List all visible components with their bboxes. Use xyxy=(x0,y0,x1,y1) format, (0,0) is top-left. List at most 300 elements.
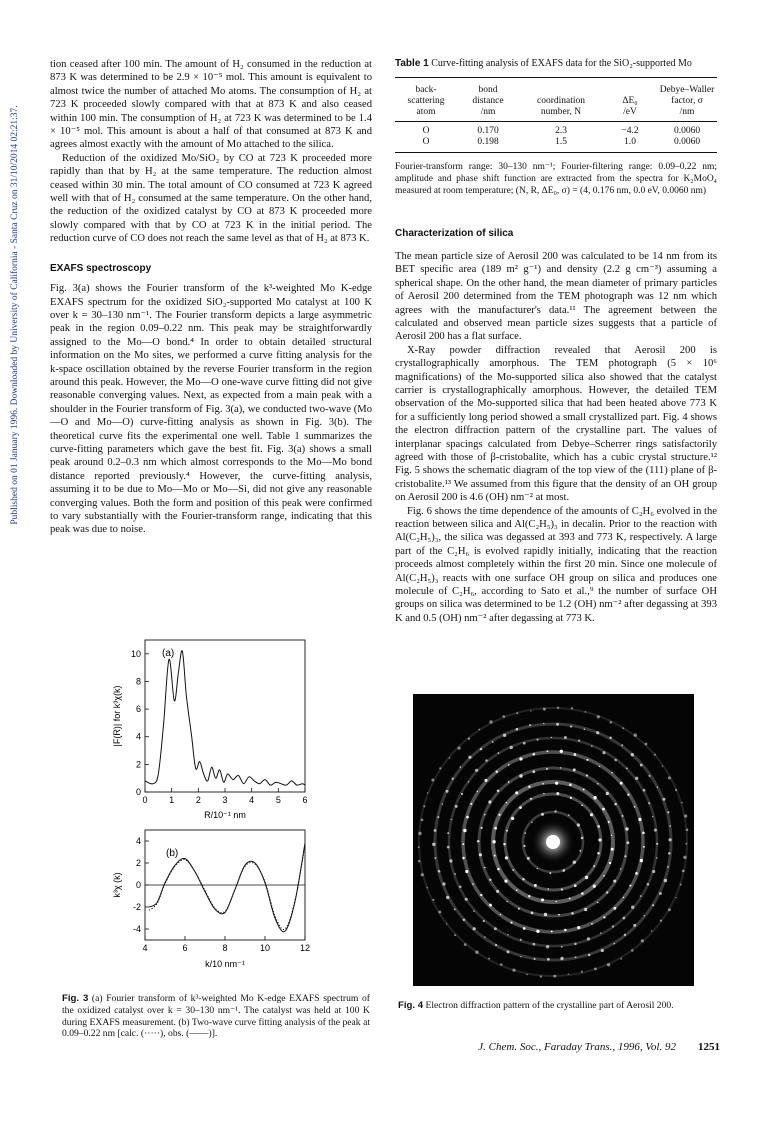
diffraction-spot xyxy=(505,856,508,859)
diffraction-spot xyxy=(574,753,577,756)
left-column xyxy=(50,58,372,537)
fig3-label: Fig. 3 xyxy=(62,993,89,1004)
diffraction-spot xyxy=(500,963,503,966)
diffraction-spot xyxy=(507,934,508,935)
fig3-plots xyxy=(100,632,320,994)
diffraction-spot xyxy=(586,774,588,776)
diffraction-spot xyxy=(627,841,630,844)
diffraction-spot xyxy=(475,769,478,772)
diffraction-spot xyxy=(462,843,464,845)
diffraction-spot xyxy=(484,867,486,869)
diffraction-spot xyxy=(449,757,451,759)
diffraction-spot xyxy=(516,712,518,714)
diffraction-spot xyxy=(534,884,537,887)
diffraction-spot xyxy=(622,815,624,817)
diffraction-spot xyxy=(558,914,560,916)
diffraction-spot xyxy=(562,869,565,872)
diffraction-spot xyxy=(609,862,611,864)
y-tick-label: -2 xyxy=(132,902,141,912)
fig3-caption-text: (a) Fourier transform of k³-weighted Mo K-edge EXAFS spectrum of the oxidized catalyst over k = 30–130 nm⁻¹. The catalyst was held at 100 K during EXAFS measurement. (b) Two-wave curve fitting analysis of the peak at 0.09–0.22 nm [calc. (·····), obs. (——)]. xyxy=(62,993,370,1040)
diffraction-spot xyxy=(494,855,496,857)
diffraction-spot xyxy=(520,956,521,957)
diffraction-spot xyxy=(613,880,616,883)
diffraction-spot xyxy=(524,832,526,834)
diffraction-spot xyxy=(421,819,424,822)
diffraction-spot xyxy=(472,883,474,885)
diffraction-spot xyxy=(581,892,584,895)
diffraction-spot xyxy=(568,974,569,975)
diffraction-spot xyxy=(512,869,514,871)
diffraction-spot xyxy=(543,723,544,724)
diffraction-spot xyxy=(612,925,614,927)
diffraction-spot xyxy=(527,857,530,860)
diffraction-spot xyxy=(556,901,557,902)
diffraction-spot xyxy=(480,894,482,896)
diffraction-spot xyxy=(465,898,468,901)
diffraction-spot xyxy=(622,727,624,729)
diffraction-spot xyxy=(484,936,486,938)
diffraction-spot xyxy=(488,800,491,803)
diffraction-spot xyxy=(556,792,559,795)
cell: 1.0 xyxy=(603,137,657,153)
diffraction-spot xyxy=(439,767,441,769)
diffraction-spot xyxy=(551,930,553,932)
diffraction-spot xyxy=(506,802,507,803)
x-tick-label: 5 xyxy=(275,795,281,805)
diffraction-spot xyxy=(564,929,567,932)
diffraction-spot xyxy=(634,806,636,808)
diffraction-spot xyxy=(483,920,485,922)
y-tick-label: 2 xyxy=(135,858,141,868)
diffraction-spot xyxy=(607,963,610,966)
diffraction-spot xyxy=(586,759,588,761)
diffraction-spot xyxy=(629,885,631,887)
diffraction-spot xyxy=(606,792,609,795)
diffraction-spot xyxy=(447,846,450,849)
diffraction-spot xyxy=(511,817,514,820)
diffraction-spot xyxy=(488,958,490,960)
diffraction-spot xyxy=(537,739,539,741)
diffraction-spot xyxy=(669,825,671,827)
diffraction-spot xyxy=(561,888,563,890)
diffraction-spot xyxy=(654,754,656,756)
diffraction-spot xyxy=(573,861,576,864)
fig3b-xlabel: k/10 nm⁻¹ xyxy=(205,959,245,969)
diffraction-spot xyxy=(549,872,551,874)
diffraction-spot xyxy=(634,733,637,736)
diffraction-spot xyxy=(466,816,469,819)
x-tick-label: 4 xyxy=(249,795,255,805)
diffraction-spot xyxy=(495,944,497,946)
diffraction-spot xyxy=(640,764,643,767)
diffraction-spot xyxy=(591,745,593,747)
diffraction-spot xyxy=(451,819,452,820)
diffraction-spot xyxy=(492,741,494,743)
fig3-caption xyxy=(62,993,370,1040)
diffraction-spot xyxy=(593,885,596,888)
diffraction-spot xyxy=(541,813,544,816)
diffraction-spot xyxy=(442,882,445,885)
diffraction-spot xyxy=(683,856,686,859)
diffraction-spot xyxy=(418,860,421,863)
diffraction-spot xyxy=(454,934,456,936)
diffraction-spot xyxy=(648,802,650,804)
diffraction-spot xyxy=(668,908,671,911)
diffraction-spot xyxy=(463,829,466,832)
diffraction-spot xyxy=(423,805,425,807)
diffraction-spot xyxy=(546,768,548,770)
diffraction-spot xyxy=(553,975,556,978)
diffraction-spot xyxy=(614,759,617,762)
cell: O xyxy=(422,125,430,136)
diffraction-spot xyxy=(624,934,626,936)
diffraction-spot xyxy=(528,786,530,788)
fig4-label: Fig. 4 xyxy=(398,1000,424,1011)
diffraction-spot xyxy=(477,791,478,792)
x-tick-label: 6 xyxy=(182,943,188,953)
diffraction-spot xyxy=(664,879,667,882)
diffraction-spot xyxy=(431,779,434,782)
diffraction-spot xyxy=(551,737,552,738)
diffraction-spot xyxy=(516,889,518,891)
diffraction-spot xyxy=(610,721,613,724)
diffraction-spot xyxy=(470,803,472,805)
diffraction-spot xyxy=(533,753,536,756)
diffraction-spot xyxy=(681,802,683,804)
diffraction-spot xyxy=(574,884,577,887)
diffraction-spot xyxy=(560,750,563,753)
diffraction-spot xyxy=(432,843,435,846)
diffraction-spot xyxy=(516,728,519,731)
diffraction-spot xyxy=(638,818,641,821)
diffraction-spot xyxy=(418,832,421,835)
diffraction-spot xyxy=(667,866,669,868)
fig3a-tag: (a) xyxy=(162,648,175,659)
col-header: back- scattering atom xyxy=(395,77,457,121)
diffraction-spot xyxy=(585,711,587,713)
diffraction-spot xyxy=(496,890,499,893)
diffraction-spot xyxy=(659,892,662,895)
central-beam-core xyxy=(546,835,560,849)
col-header: ΔE₀ /eV xyxy=(603,77,657,121)
table-footnote: Fourier-transform range: 30–130 nm⁻¹; Fourier-filtering range: 0.09–0.22 nm; amplitude and phase shift function are extracted from the spectra for K₂MoO₄ measured at room temperature; (N, R, ΔE₀, σ) = (4, 0.176 nm, 0.0 eV, 0.0060 nm) xyxy=(395,161,717,196)
diffraction-spot xyxy=(506,901,507,902)
diffraction-spot xyxy=(529,724,531,726)
page-number: 1251 xyxy=(698,1041,720,1053)
diffraction-spot xyxy=(446,923,447,924)
diffraction-spot xyxy=(523,742,526,745)
section-heading: Characterization of silica xyxy=(395,227,514,239)
cell: −4.2 xyxy=(621,125,639,136)
diffraction-spot xyxy=(609,737,612,740)
diffraction-spot xyxy=(570,725,572,727)
diffraction-spot xyxy=(657,786,658,787)
journal-citation: J. Chem. Soc., Faraday Trans., 1996, Vol. 92 xyxy=(478,1041,676,1053)
y-tick-label: 8 xyxy=(135,676,141,687)
diffraction-spot xyxy=(485,759,488,762)
diffraction-spot xyxy=(631,753,634,756)
diffraction-spot xyxy=(522,878,524,880)
diffraction-spot xyxy=(682,870,685,873)
diffraction-spot xyxy=(475,951,478,954)
diffraction-spot xyxy=(547,958,550,961)
diffraction-spot xyxy=(590,813,593,816)
diffraction-spot xyxy=(510,922,512,924)
diffraction-spot xyxy=(548,888,549,889)
diffraction-spot xyxy=(533,943,536,946)
diffraction-spot xyxy=(611,772,612,773)
diffraction-spot xyxy=(643,789,646,792)
diffraction-spot xyxy=(642,832,645,835)
diffraction-spot xyxy=(473,927,476,930)
diffraction-spot xyxy=(668,852,671,855)
diffraction-spot xyxy=(598,838,601,841)
diffraction-spot xyxy=(560,957,563,960)
diffraction-spot xyxy=(669,838,672,841)
diffraction-spot xyxy=(536,930,539,933)
download-sidebar xyxy=(0,0,22,1127)
diffraction-spot xyxy=(530,798,532,800)
diffraction-spot xyxy=(587,937,590,940)
diffraction-spot xyxy=(581,837,584,840)
diffraction-spot xyxy=(643,846,645,848)
diffraction-spot xyxy=(489,720,492,723)
cell: 0.198 xyxy=(457,137,519,153)
diffraction-spot xyxy=(446,790,449,793)
diffraction-spot xyxy=(581,971,583,973)
diffraction-spot xyxy=(602,808,605,811)
figure-3 xyxy=(100,632,320,994)
cell: 0.0060 xyxy=(657,137,717,153)
diffraction-spot xyxy=(523,927,526,930)
cell: 2.3 xyxy=(555,125,567,136)
y-tick-label: 0 xyxy=(135,880,141,890)
paragraph: Fig. 3(a) shows the Fourier transform of the k³-weighted Mo K-edge EXAFS spectrum for the oxidized SiO₂-supported Mo catalyst at 100 K over k = 30–130 nm⁻¹. The Fourier transform depicts a large asymmetric peak in the region 0.09–0.22 nm. This peak may be straightforwardly assigned to the Mo—O bond.⁴ In order to obtain detailed structural information on the Mo sites, we performed a curve fitting analysis for the k-space oscillation obtained by the reverse Fourier transform in the region around this peak. However, the Mo—O one-wave curve fitting did not give reasonable converging values. Next, as expected from a main peak with a shoulder in the Fourier transform of Fig. 3(a), we conducted two-wave (Mo—O and Mo—O) curve-fitting analysis as shown in Fig. 3(b). The theoretical curve fits the experimental one well. Table 1 summarizes the curve-fitting parameters which gave the best fit. Fig. 3(a) shows a small peak around 0.2–0.3 nm which almost corresponds to the Mo—Mo bond distance reported previously.⁴ However, the curve-fitting analysis, assuming it to be due to Mo—Mo or Mo—Si, did not give any reasonable converging values. Both the form and position of this peak were confirmed to vary substantially with the Fourier-transform range, indicating that this peak was due to noise. xyxy=(50,283,372,536)
diffraction-spot xyxy=(478,729,480,731)
diffraction-spot xyxy=(620,868,621,869)
diffraction-spot xyxy=(660,920,662,922)
cell: O xyxy=(395,137,457,153)
diffraction-spot xyxy=(577,823,580,826)
diffraction-spot xyxy=(652,904,654,906)
diffraction-spot xyxy=(656,843,658,845)
diffraction-spot xyxy=(623,897,624,898)
diffraction-spot xyxy=(564,736,567,739)
diffraction-spot xyxy=(606,891,608,893)
diffraction-spot xyxy=(446,896,449,899)
paragraph: tion ceased after 100 min. The amount of H₂ consumed in the reduction at 873 K was determined to be 2.9 × 10⁻⁵ mol. This amount is equivalent to almost twice the number of attached Mo atoms. The consumption of H₂ at 723 K proceeded slowly compared with that at 873 K and also ceased within 100 min. The consumption of H₂ at 723 K was determined to be 1.4 × 10⁻⁵ mol. This amount is about a half of that consumed at 873 K and agrees almost exactly with the amount of Mo attached to the silica. xyxy=(50,59,372,151)
diffraction-spot xyxy=(623,917,626,920)
diffraction-spot xyxy=(497,868,500,871)
col-header: coordination number, N xyxy=(519,77,603,121)
diffraction-spot xyxy=(600,932,602,934)
diffraction-spot xyxy=(647,883,650,886)
diffraction-spot xyxy=(494,827,497,830)
diffraction-spot xyxy=(442,803,443,804)
diffraction-spot xyxy=(531,912,534,915)
diffraction-spot xyxy=(648,775,650,777)
diffraction-spot xyxy=(500,914,501,915)
diffraction-spot xyxy=(621,744,623,746)
diffraction-spot xyxy=(613,943,615,945)
diffraction-spot xyxy=(597,825,600,828)
diffraction-spot xyxy=(477,840,480,843)
diffraction-spot xyxy=(640,859,643,862)
diffraction-spot xyxy=(479,853,482,856)
diffraction-spot xyxy=(506,830,508,832)
diffraction-spot xyxy=(434,857,436,859)
diffraction-spot xyxy=(498,814,500,816)
diffraction-spot xyxy=(544,913,547,916)
diffraction-spot xyxy=(426,887,428,889)
diffraction-spot xyxy=(557,707,559,709)
diffraction-spot xyxy=(686,829,689,832)
col-header: Debye–Waller factor, σ /nm xyxy=(657,77,717,121)
diffraction-spot xyxy=(468,756,471,759)
diffraction-spot xyxy=(676,897,677,898)
diffraction-spot xyxy=(584,908,587,911)
diffraction-spot xyxy=(675,789,677,791)
diffraction-spot xyxy=(473,910,475,912)
diffraction-spot xyxy=(497,752,499,754)
diffraction-spot xyxy=(575,956,577,958)
y-tick-label: 2 xyxy=(135,759,141,770)
diffraction-spot xyxy=(434,829,437,832)
diffraction-spot xyxy=(571,912,574,915)
fig3a-panel xyxy=(112,640,308,820)
x-tick-label: 12 xyxy=(299,943,311,953)
diffraction-spot xyxy=(635,777,638,780)
paragraph: Fig. 6 shows the time dependence of the amounts of C₂H₆ evolved in the reaction between silica and Al(C₂H₅)₃ in decalin. Prior to the reaction with Al(C₂H₅)₃, the silica was degassed at 393 and 773 K, respectively. A large part of the C₂H₆ is evolved rapidly initially, indicating that the reaction proceeds almost completely within the first 20 min. Since one molecule of Al(C₂H₅)₃ reacts with one surface OH group on silica and produces one molecule of C₂H₆, according to Sato et al.,⁹ the number of surface OH groups on silica was determined to be 1.2 (OH) nm⁻² after degassing at 393 K and 0.5 (OH) nm⁻² after degassing at 773 K. xyxy=(395,505,717,624)
diffraction-spot xyxy=(515,791,518,794)
diffraction-spot xyxy=(437,816,439,818)
table-label: Table 1 xyxy=(395,58,429,69)
fig3a-series-line xyxy=(145,651,305,786)
diffraction-spot xyxy=(459,886,462,889)
diffraction-spot xyxy=(485,779,488,782)
diffraction-spot xyxy=(599,766,600,767)
diffraction-spot xyxy=(652,816,653,817)
diffraction-spot xyxy=(523,845,525,847)
diffraction-spot xyxy=(519,757,522,760)
diffraction-spot xyxy=(597,783,599,785)
diffraction-spot xyxy=(542,783,544,785)
diffraction-spot xyxy=(651,930,653,932)
diffraction-spot xyxy=(459,766,461,768)
figure-4-diffraction-image xyxy=(413,694,694,986)
diffraction-spot xyxy=(596,731,599,734)
fig3a-xlabel: R/10⁻¹ nm xyxy=(204,810,246,820)
diffraction-spot xyxy=(461,793,463,795)
x-tick-label: 10 xyxy=(259,943,271,953)
download-notice: Published on 01 January 1996. Downloaded by University of California - Santa Cruz on 31/10/2014 02:21:37. xyxy=(10,105,20,525)
diffraction-spot xyxy=(458,747,461,750)
diffraction-spot xyxy=(526,974,528,976)
y-tick-label: 4 xyxy=(135,731,141,742)
diffraction-spot xyxy=(519,774,522,777)
diffraction-spot xyxy=(591,923,593,925)
diffraction-spot xyxy=(503,734,506,737)
diffraction-spot xyxy=(573,768,576,771)
diffraction-spot xyxy=(633,924,636,927)
diffraction-spot xyxy=(603,916,605,918)
diffraction-spot xyxy=(583,788,585,790)
diffraction-spot xyxy=(555,782,558,785)
diffraction-spot xyxy=(541,898,544,901)
diffraction-spot xyxy=(631,906,634,909)
table-caption-text: Curve-fitting analysis of EXAFS data for the SiO₂-supported Mo xyxy=(428,58,692,69)
diffraction-spot xyxy=(447,832,449,834)
exafs-table xyxy=(395,77,717,153)
diffraction-spot xyxy=(449,859,452,862)
diffraction-spot xyxy=(502,715,505,718)
diffraction-spot xyxy=(455,805,458,808)
diffraction-spot xyxy=(601,949,604,952)
diffraction-spot xyxy=(427,792,428,793)
y-tick-label: 10 xyxy=(130,648,141,659)
y-tick-label: 0 xyxy=(135,787,141,797)
diffraction-spot xyxy=(468,737,471,740)
diffraction-spot xyxy=(494,927,497,930)
diffraction-spot xyxy=(570,797,572,799)
diffraction-pattern xyxy=(413,694,694,986)
diffraction-spot xyxy=(579,850,581,852)
diffraction-spot xyxy=(593,865,595,867)
diffraction-spot xyxy=(571,707,573,709)
diffraction-spot xyxy=(489,904,492,907)
cell: 1.5 xyxy=(519,137,603,153)
diffraction-spot xyxy=(667,811,669,813)
diffraction-spot xyxy=(543,708,546,711)
fig3b-ylabel: k³χ (k) xyxy=(112,872,122,898)
diffraction-spot xyxy=(597,852,600,855)
diffraction-spot xyxy=(530,710,531,711)
diffraction-spot xyxy=(496,771,498,773)
diffraction-spot xyxy=(662,766,663,767)
x-tick-label: 0 xyxy=(142,795,148,805)
right-column xyxy=(395,58,717,625)
diffraction-spot xyxy=(656,857,658,859)
diffraction-spot xyxy=(507,950,510,953)
diffraction-spot xyxy=(463,918,466,921)
diffraction-spot xyxy=(627,794,629,796)
diffraction-spot xyxy=(438,870,441,873)
fig3b-tag: (b) xyxy=(166,848,179,859)
diffraction-spot xyxy=(464,943,467,946)
cell: 0.170 xyxy=(477,125,499,136)
diffraction-spot xyxy=(584,728,586,730)
diffraction-spot xyxy=(581,804,583,806)
diffraction-spot xyxy=(611,848,614,851)
diffraction-spot xyxy=(602,751,605,754)
paragraph: Reduction of the oxidized Mo/SiO₂ by CO at 723 K proceeded more rapidly than that by H₂ at the same temperature. The reduction almost ceased within 30 min. The total amount of CO consumed at 723 K agreed well with that of H₂ consumed at the same temperature. On the other hand, the reduction of the oxidized catalyst by CO at 873 K proceeded more slowly compared with that by CO at 723 K in the initial period. The reduction curve of CO does not reach the same level as that of H₂ at 873 K. xyxy=(50,152,372,245)
diffraction-spot xyxy=(454,908,456,910)
diffraction-spot xyxy=(631,949,634,952)
diffraction-spot xyxy=(626,767,628,769)
diffraction-spot xyxy=(685,843,687,845)
diffraction-spot xyxy=(577,926,580,929)
diffraction-spot xyxy=(492,840,495,843)
diffraction-spot xyxy=(608,821,610,823)
cell: 0.0060 xyxy=(673,125,701,136)
diffraction-spot xyxy=(543,793,544,794)
diffraction-spot xyxy=(489,879,491,881)
x-tick-label: 8 xyxy=(222,943,228,953)
diffraction-spot xyxy=(585,876,588,879)
section-heading: EXAFS spectroscopy xyxy=(50,262,152,274)
diffraction-spot xyxy=(531,822,532,823)
diffraction-spot xyxy=(462,857,465,860)
